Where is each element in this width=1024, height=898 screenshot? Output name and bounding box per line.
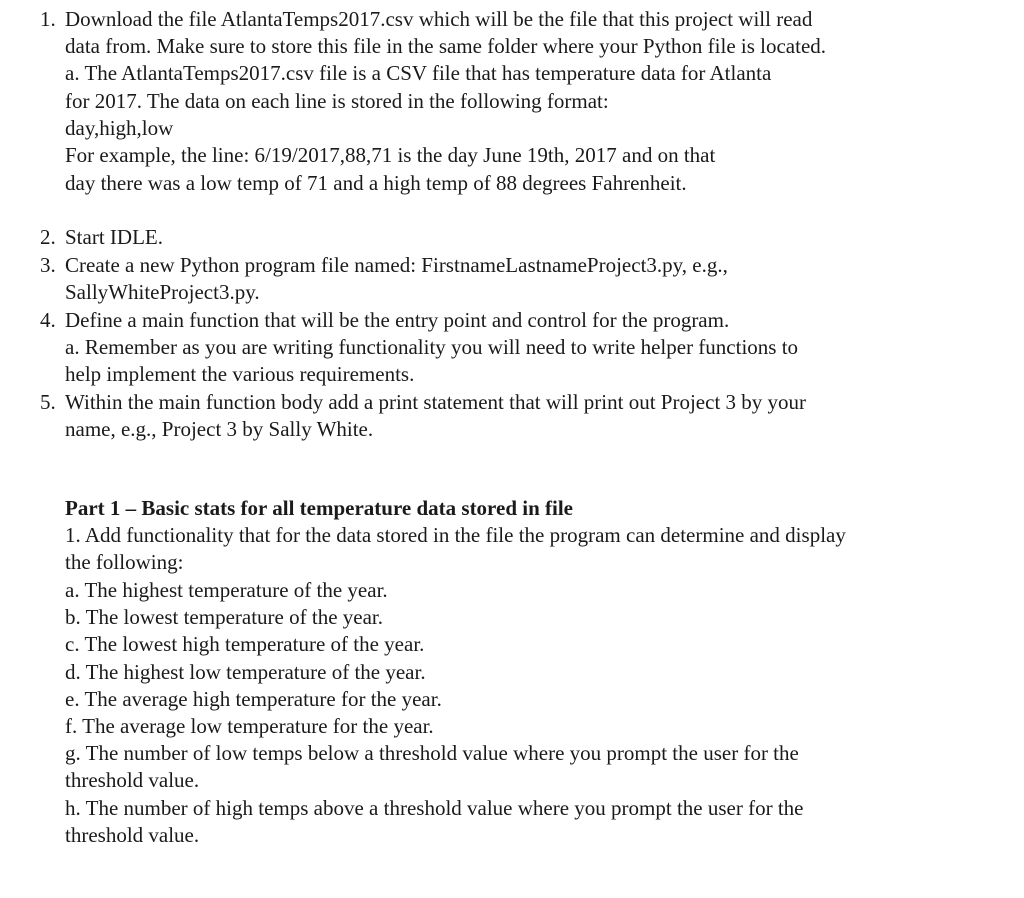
item-1-line-2: data from. Make sure to store this file in the same folder where your Python file is located.	[65, 34, 827, 58]
item-3-number: 3.	[40, 253, 56, 277]
item-2-number: 2.	[40, 225, 56, 249]
part-1-line-2: the following:	[65, 550, 184, 574]
part-1-line-1: 1. Add functionality that for the data stored in the file the program can determine and display	[65, 523, 846, 547]
part-1-item-c: c. The lowest high temperature of the year.	[65, 632, 425, 656]
item-4-number: 4.	[40, 308, 56, 332]
part-1-item-d: d. The highest low temperature of the year.	[65, 660, 426, 684]
item-3-line-1: Create a new Python program file named: FirstnameLastnameProject3.py, e.g.,	[65, 253, 728, 277]
item-1-line-6: For example, the line: 6/19/2017,88,71 is the day June 19th, 2017 and on that	[65, 143, 716, 167]
item-1-line-3: a. The AtlantaTemps2017.csv file is a CSV file that has temperature data for Atlanta	[65, 61, 772, 85]
part-1-item-b: b. The lowest temperature of the year.	[65, 605, 383, 629]
part-1-item-a: a. The highest temperature of the year.	[65, 578, 388, 602]
item-4-line-3: help implement the various requirements.	[65, 362, 415, 386]
item-2-line-1: Start IDLE.	[65, 225, 163, 249]
part-1-item-e: e. The average high temperature for the year.	[65, 687, 442, 711]
item-5-number: 5.	[40, 390, 56, 414]
part-1-item-f: f. The average low temperature for the year.	[65, 714, 434, 738]
part-1-item-h-line-1: h. The number of high temps above a threshold value where you prompt the user for the	[65, 796, 804, 820]
item-5-line-1: Within the main function body add a print statement that will print out Project 3 by your	[65, 390, 807, 414]
part-1-item-h-line-2: threshold value.	[65, 823, 200, 847]
part-1-item-g-line-1: g. The number of low temps below a threshold value where you prompt the user for the	[65, 741, 799, 765]
item-4-line-1: Define a main function that will be the entry point and control for the program.	[65, 308, 730, 332]
item-4-line-2: a. Remember as you are writing functionality you will need to write helper functions to	[65, 335, 799, 359]
item-1-line-4: for 2017. The data on each line is stored in the following format:	[65, 89, 609, 113]
part-1-item-g-line-2: threshold value.	[65, 768, 200, 792]
item-1-line-5: day,high,low	[65, 116, 174, 140]
item-1-line-1: Download the file AtlantaTemps2017.csv which will be the file that this project will read	[65, 7, 813, 31]
item-1-number: 1.	[40, 7, 56, 31]
item-5-line-2: name, e.g., Project 3 by Sally White.	[65, 417, 374, 441]
part-1-heading: Part 1 – Basic stats for all temperature data stored in file	[65, 496, 573, 520]
item-1-line-7: day there was a low temp of 71 and a high temp of 88 degrees Fahrenheit.	[65, 171, 687, 195]
item-3-line-2: SallyWhiteProject3.py.	[65, 280, 260, 304]
